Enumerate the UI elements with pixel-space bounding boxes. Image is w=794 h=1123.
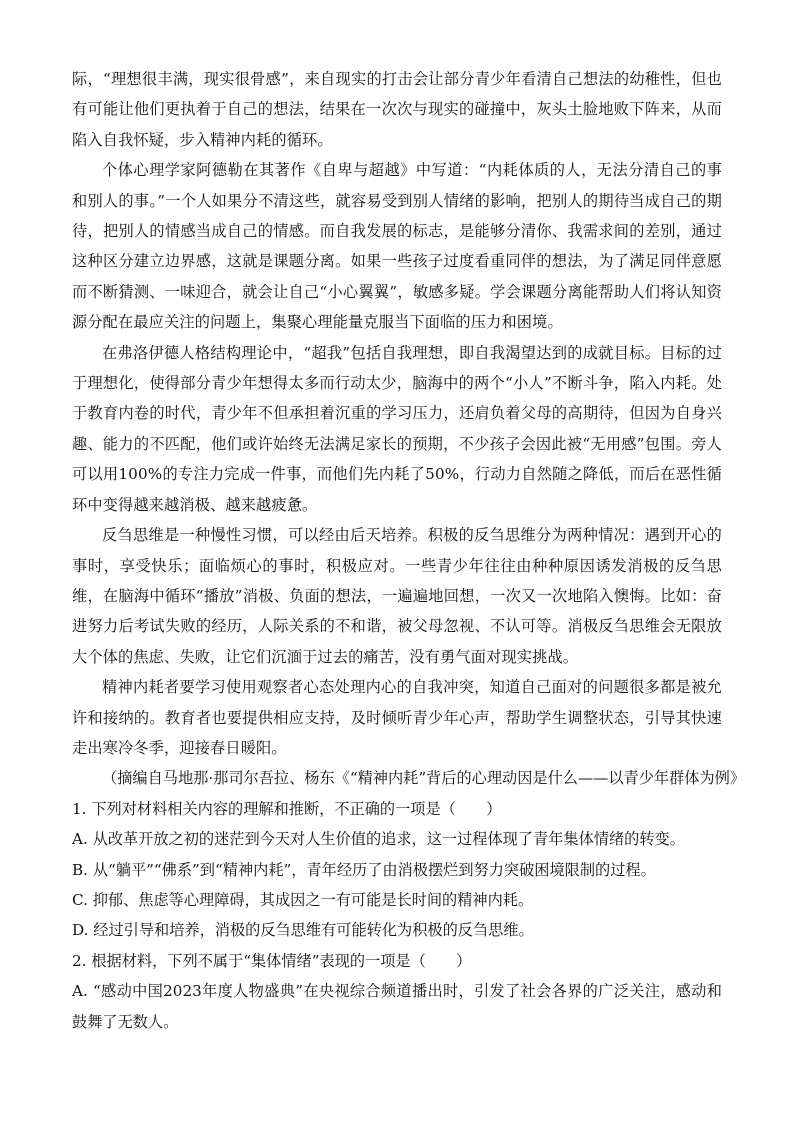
option-b: B. 从“躺平”“佛系”到“精神内耗”，青年经历了由消极摆烂到努力突破困境限制的过程。 bbox=[72, 860, 656, 879]
option-c: C. 抑郁、焦虑等心理障碍，其成因之一有可能是长时间的精神内耗。 bbox=[72, 890, 534, 909]
question-stem: 1. 下列对材料相关内容的理解和推断，不正确的一项是（ ） bbox=[72, 799, 502, 818]
paragraph-conclusion: 精神内耗者要学习使用观察者心态处理内心的自我冲突，知道自己面对的问题很多都是被允许和接纳的。教育者也要提供相应支持，及时倾听青少年心声，帮助学生调整状态，引导其快速走出寒冷冬季，迎接春日暖阳。 bbox=[72, 678, 722, 757]
question-stem: 2. 根据材料，下列不属于“集体情绪”表现的一项是（ ） bbox=[72, 951, 472, 970]
document-page bbox=[72, 64, 746, 1037]
question-2 bbox=[72, 946, 722, 1037]
source-citation: （摘编自马地那·那司尔吾拉、杨东《“精神内耗”背后的心理动因是什么——以青少年群体为例》 bbox=[102, 769, 746, 788]
paragraph-rumination: 反刍思维是一种慢性习惯，可以经由后天培养。积极的反刍思维分为两种情况：遇到开心的事时，享受快乐；面临烦心的事时，积极应对。一些青少年往往由种种原因诱发消极的反刍思维，在脑海中循环“播放”消极、负面的想法，一遍遍地回想，一次又一次地陷入懊悔。比如：奋进努力后考试失败的经历，人际关系的不和谐，被父母忽视、不认可等。消极反刍思维会无限放大个体的焦虑、失败，让它们沉湎于过去的痛苦，没有勇气面对现实挑战。 bbox=[72, 526, 722, 666]
paragraph-continuation: 际，“理想很丰满，现实很骨感”，来自现实的打击会让部分青少年看清自己想法的幼稚性，但也有可能让他们更执着于自己的想法，结果在一次次与现实的碰撞中，灰头土脸地败下阵来，从而陷入自我怀疑，步入精神内耗的循环。 bbox=[72, 70, 722, 149]
paragraph-adler: 个体心理学家阿德勒在其著作《自卑与超越》中写道：“内耗体质的人，无法分清自己的事和别人的事。”一个人如果分不清这些，就容易受到别人情绪的影响，把别人的期待当成自己的期待，把别人的情感当成自己的情感。而自我发展的标志，是能够分清你、我需求间的差别，通过这种区分建立边界感，这就是课题分离。如果一些孩子过度看重同伴的想法，为了满足同伴意愿而不断猜测、一味迎合，就会让自己“小心翼翼”，敏感多疑。学会课题分离能帮助人们将认知资源分配在最应关注的问题上，集聚心理能量克服当下面临的压力和困境。 bbox=[72, 161, 722, 332]
option-d: D. 经过引导和培养，消极的反刍思维有可能转化为积极的反刍思维。 bbox=[72, 921, 534, 940]
question-1 bbox=[72, 794, 722, 946]
option-a: A. “感动中国2023年度人物盛典”在央视综合频道播出时，引发了社会各界的广泛关注，感动和鼓舞了无数人。 bbox=[72, 982, 722, 1031]
paragraph-freud: 在弗洛伊德人格结构理论中，“超我”包括自我理想，即自我渴望达到的成就目标。目标的过于理想化，使得部分青少年想得太多而行动太少，脑海中的两个“小人”不断斗争，陷入内耗。处于教育内卷的时代，青少年不但承担着沉重的学习压力，还肩负着父母的高期待，但因为自身兴趣、能力的不匹配，他们或许始终无法满足家长的预期，不少孩子会因此被“无用感”包围。旁人可以用100%的专注力完成一件事，而他们先内耗了50%，行动力自然随之降低，而后在恶性循环中变得越来越消极、越来越疲惫。 bbox=[72, 343, 722, 514]
option-a: A. 从改革开放之初的迷茫到今天对人生价值的追求，这一过程体现了青年集体情绪的转变。 bbox=[72, 830, 685, 849]
